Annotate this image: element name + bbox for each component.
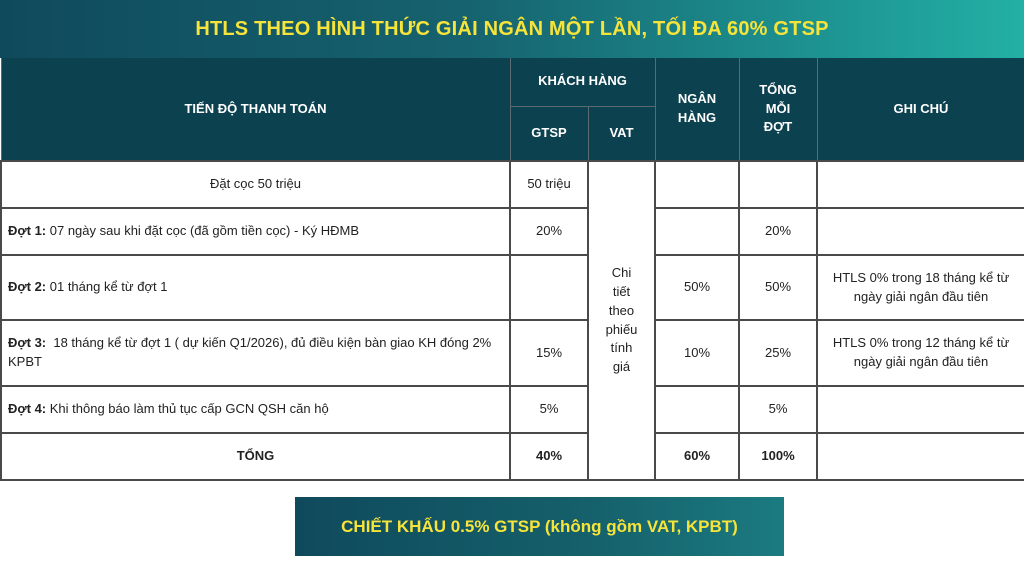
row-description: [1, 320, 510, 386]
row-description: [1, 208, 510, 255]
total-bank: 60%: [655, 433, 739, 480]
phase-label: Đợt 3:: [8, 335, 47, 351]
table-row: [1, 320, 1024, 386]
phase-text: 07 ngày sau khi đặt cọc (đã gồm tiền cọc) - Ký HĐMB: [46, 223, 359, 239]
row-gtsp: 50 triệu: [510, 161, 588, 208]
row-gtsp: 15%: [510, 320, 588, 386]
page-title: HTLS THEO HÌNH THỨC GIẢI NGÂN MỘT LẦN, TỐI ĐA 60% GTSP: [195, 17, 829, 40]
row-description: [1, 255, 510, 320]
row-total: 50%: [739, 255, 817, 320]
title-banner: [0, 0, 1024, 58]
row-note: HTLS 0% trong 18 tháng kể từ ngày giải ngân đầu tiên: [817, 255, 1024, 320]
discount-text: CHIẾT KHẤU 0.5% GTSP (không gồm VAT, KPBT): [341, 516, 738, 536]
header-customer: KHÁCH HÀNG: [510, 58, 655, 106]
row-gtsp: 20%: [510, 208, 588, 255]
vat-note-cell: [588, 161, 655, 480]
row-total: 20%: [739, 208, 817, 255]
row-total: 5%: [739, 386, 817, 433]
row-bank: [655, 208, 739, 255]
row-gtsp: 5%: [510, 386, 588, 433]
row-gtsp: [510, 255, 588, 320]
header-bank: NGÂN HÀNG: [655, 58, 739, 161]
total-label: TỔNG: [1, 433, 510, 480]
row-description: [1, 386, 510, 433]
row-total: 25%: [739, 320, 817, 386]
total-gtsp: 40%: [510, 433, 588, 480]
row-description: Đặt cọc 50 triệu: [1, 161, 510, 208]
header-vat: VAT: [588, 106, 655, 161]
phase-label: Đợt 4:: [8, 401, 47, 417]
row-bank: 10%: [655, 320, 739, 386]
total-row: [1, 433, 1024, 480]
row-note: [817, 386, 1024, 433]
table-row: [1, 386, 1024, 433]
header-payment-schedule: TIẾN ĐỘ THANH TOÁN: [1, 58, 510, 161]
discount-banner: [295, 497, 784, 556]
header-total-per-phase-label: TỔNG MỖI ĐỢT: [759, 81, 797, 135]
phase-label: Đợt 2:: [8, 279, 47, 295]
header-gtsp: GTSP: [510, 106, 588, 161]
header-total-per-phase: [739, 58, 817, 161]
payment-schedule-table: [0, 58, 1024, 481]
phase-label: Đợt 1:: [8, 223, 47, 239]
row-total: [739, 161, 817, 208]
row-bank: [655, 161, 739, 208]
row-note: [817, 208, 1024, 255]
row-bank: [655, 386, 739, 433]
phase-text: 01 tháng kể từ đợt 1: [46, 279, 168, 295]
header-notes: GHI CHÚ: [817, 58, 1024, 161]
table-row: [1, 161, 1024, 208]
row-note: HTLS 0% trong 12 tháng kể từ ngày giải ngân đầu tiên: [817, 320, 1024, 386]
total-note: [817, 433, 1024, 480]
total-total: 100%: [739, 433, 817, 480]
phase-text: 18 tháng kể từ đợt 1 ( dự kiến Q1/2026), đủ điều kiện bàn giao KH đóng 2% KPBT: [8, 335, 495, 369]
row-note: [817, 161, 1024, 208]
table-row: [1, 255, 1024, 320]
row-bank: 50%: [655, 255, 739, 320]
table-row: [1, 208, 1024, 255]
vat-note: Chi tiết theo phiếu tính giá: [605, 264, 638, 375]
phase-text: Khi thông báo làm thủ tục cấp GCN QSH căn hộ: [46, 401, 329, 417]
